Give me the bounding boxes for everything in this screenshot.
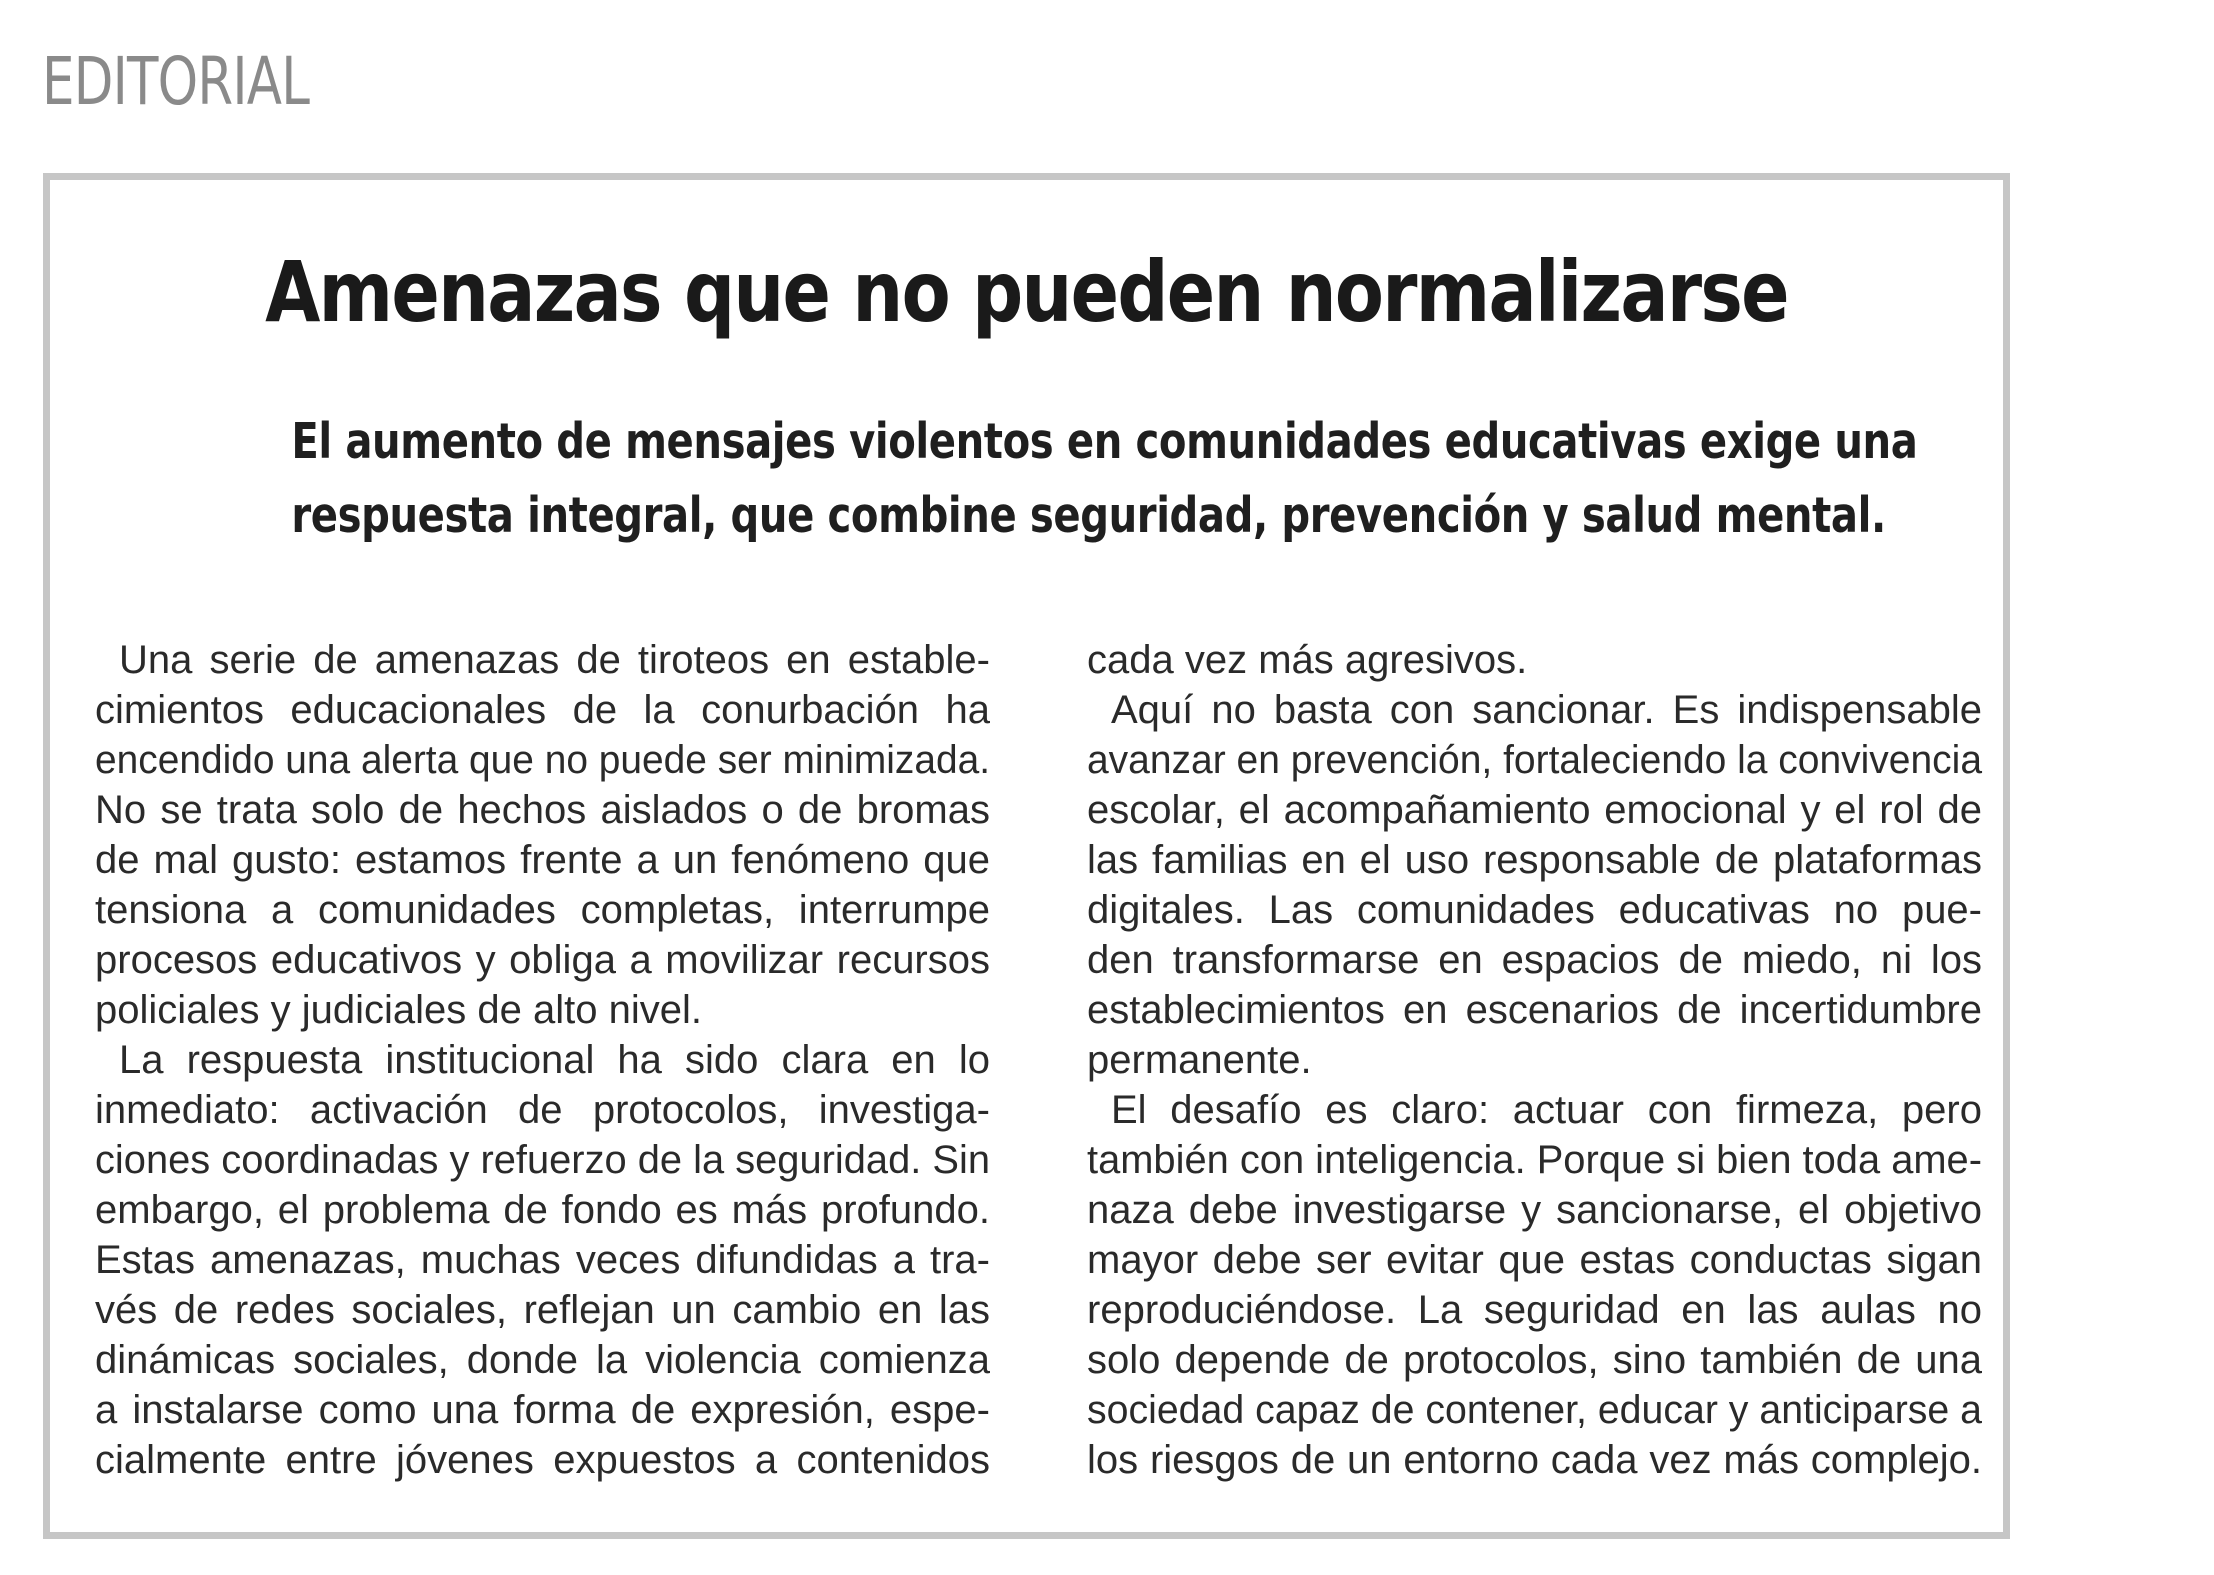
body-line: El desafío es claro: actuar con firmeza, pero <box>1111 1088 1982 1132</box>
body-line: cada vez más agresivos. <box>1087 638 1528 682</box>
subheadline <box>130 405 1923 553</box>
body-line: vés de redes sociales, reflejan un cambio en las <box>95 1288 990 1332</box>
body-line: a instalarse como una forma de expresión, espe- <box>95 1388 990 1432</box>
body-line: de mal gusto: estamos frente a un fenómeno que <box>95 838 990 882</box>
body-line: Una serie de amenazas de tiroteos en estable- <box>119 638 990 682</box>
body-line: avanzar en prevención, fortaleciendo la convivencia <box>1087 738 1982 782</box>
body-line: naza debe investigarse y sancionarse, el objetivo <box>1087 1188 1982 1232</box>
body-line: sociedad capaz de contener, educar y anticiparse a <box>1087 1388 1982 1432</box>
body-line: ciones coordinadas y refuerzo de la seguridad. Sin <box>95 1138 990 1182</box>
body-line: cialmente entre jóvenes expuestos a contenidos <box>95 1438 990 1482</box>
body-line: No se trata solo de hechos aislados o de bromas <box>95 788 990 832</box>
body-column-left <box>95 635 990 1485</box>
body-line: Aquí no basta con sancionar. Es indispensable <box>1111 688 1982 732</box>
section-label: EDITORIAL <box>42 43 310 120</box>
body-line: tensiona a comunidades completas, interrumpe <box>95 888 990 932</box>
body-line: den transformarse en espacios de miedo, ni los <box>1087 938 1982 982</box>
body-line: los riesgos de un entorno cada vez más complejo. <box>1087 1438 1982 1482</box>
body-line: establecimientos en escenarios de incertidumbre <box>1087 988 1982 1032</box>
body-line: cimientos educacionales de la conurbación ha <box>95 688 990 732</box>
body-line: policiales y judiciales de alto nivel. <box>95 988 702 1032</box>
body-column-right <box>1087 635 1982 1485</box>
body-line: inmediato: activación de protocolos, investiga- <box>95 1088 990 1132</box>
body-line: mayor debe ser evitar que estas conductas sigan <box>1087 1238 1982 1282</box>
body-line: solo depende de protocolos, sino también de una <box>1087 1338 1982 1382</box>
body-line: digitales. Las comunidades educativas no pue- <box>1087 888 1982 932</box>
body-line: permanente. <box>1087 1038 1312 1082</box>
body-line: también con inteligencia. Porque si bien toda ame- <box>1087 1138 1982 1182</box>
subheadline-line: El aumento de mensajes violentos en comunidades educativas exige una <box>291 413 1918 470</box>
body-line: procesos educativos y obliga a movilizar recursos <box>95 938 990 982</box>
body-line: La respuesta institucional ha sido clara en lo <box>119 1038 990 1082</box>
headline: Amenazas que no pueden normalizarse <box>265 243 1788 341</box>
body-line: las familias en el uso responsable de plataformas <box>1087 838 1982 882</box>
editorial-article <box>43 173 2010 1539</box>
body-line: reproduciéndose. La seguridad en las aulas no <box>1087 1288 1982 1332</box>
body-line: Estas amenazas, muchas veces difundidas a tra- <box>95 1238 990 1282</box>
body-line: embargo, el problema de fondo es más profundo. <box>95 1188 990 1232</box>
body-line: encendido una alerta que no puede ser minimizada. <box>95 738 990 782</box>
body-line: escolar, el acompañamiento emocional y el rol de <box>1087 788 1982 832</box>
body-line: dinámicas sociales, donde la violencia comienza <box>95 1338 990 1382</box>
subheadline-line: respuesta integral, que combine seguridad, prevención y salud mental. <box>291 487 1886 544</box>
